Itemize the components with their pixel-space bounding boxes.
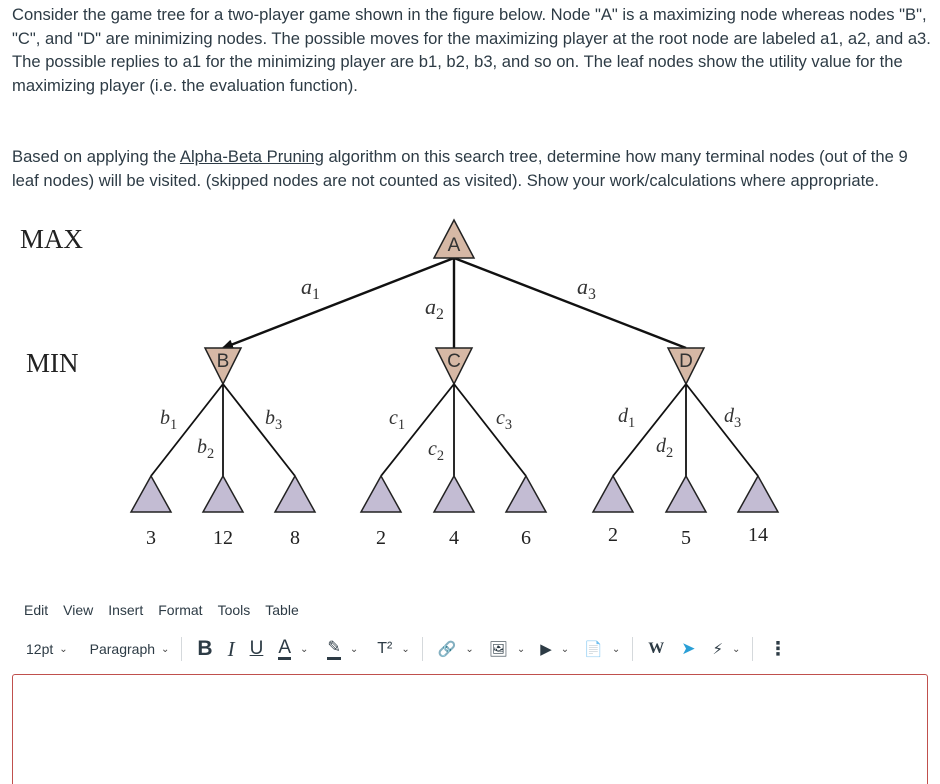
child-edge — [613, 384, 686, 476]
toolbar-divider — [422, 637, 423, 661]
chevron-down-icon: ⌄ — [349, 643, 359, 655]
plugin-button[interactable] — [709, 640, 740, 658]
leaf-value: 8 — [290, 527, 300, 549]
child-edge-label: $d_1$ — [618, 405, 636, 431]
font-color-icon: A — [278, 636, 292, 658]
link-icon: 🔗 — [437, 641, 457, 658]
alpha-beta-link[interactable]: Alpha-Beta Pruning — [179, 147, 324, 166]
chevron-down-icon: ⌄ — [465, 643, 474, 655]
child-edge-label: $c_2$ — [428, 438, 445, 464]
media-icon: ▶ — [540, 641, 552, 658]
root-edge-label: $a_3$ — [577, 274, 596, 303]
child-edge-label: $c_3$ — [496, 407, 513, 433]
child-edge — [686, 384, 758, 476]
leaf-value: 14 — [748, 524, 768, 546]
menu-table[interactable]: Table — [265, 602, 299, 618]
word-icon[interactable]: W — [648, 640, 665, 657]
chevron-down-icon: ⌄ — [732, 643, 741, 655]
image-icon: 🖼 — [488, 641, 508, 658]
leaf-node — [593, 476, 633, 512]
chevron-down-icon: ⌄ — [161, 643, 170, 655]
leaf-value: 2 — [376, 527, 386, 549]
child-edge-label: $d_3$ — [724, 405, 742, 431]
highlighter-icon: ✎ — [327, 639, 340, 660]
min-node-label: D — [679, 351, 693, 372]
superscript-button[interactable] — [374, 640, 410, 658]
chevron-down-icon: ⌄ — [516, 643, 526, 655]
min-node-label: C — [447, 351, 461, 372]
bold-button[interactable]: B — [197, 637, 213, 660]
leaf-node — [506, 476, 546, 512]
toolbar-divider — [181, 637, 182, 661]
child-edge — [454, 384, 526, 476]
child-edge-label: $d_2$ — [656, 435, 674, 461]
root-node-label: A — [447, 235, 461, 256]
bird-app-icon[interactable]: ➤ — [681, 639, 696, 658]
leaf-node — [203, 476, 243, 512]
superscript-icon: T² — [377, 640, 393, 657]
highlight-color-button[interactable] — [324, 639, 358, 660]
italic-button[interactable]: I — [227, 636, 235, 661]
menu-view[interactable]: View — [63, 602, 94, 618]
leaf-node — [131, 476, 171, 512]
editor-menubar — [24, 602, 299, 622]
question-paragraph-1: Consider the game tree for a two-player game shown in the figure below. Node "A" is a maximizing node whereas nodes "B", "C", and "D" are minimizing nodes. The possible moves for the maximizing player at the root node are labeled a1, a2, and a3. The possible replies to a1 for the minimizing player are b1, b2, b3, and so on. The leaf nodes show the utility value for the maximizing player (i.e. the evaluation function). — [12, 5, 931, 95]
editor-toolbar — [26, 635, 906, 663]
leaf-value: 4 — [449, 527, 459, 549]
leaf-node — [434, 476, 474, 512]
paragraph-2-text-end: algorithm on this search tree, determine how many terminal nodes (out of the 9 leaf nodes) will be visited. (skipped nodes are not counted as visited). Show your work/calculations where appropriate. — [12, 147, 908, 190]
question-paragraph-2 — [12, 145, 932, 192]
child-edge-label: $b_3$ — [265, 407, 283, 433]
game-tree-diagram — [0, 210, 940, 560]
toolbar-divider — [752, 637, 753, 661]
root-edge-1 — [223, 258, 454, 348]
leaf-node — [275, 476, 315, 512]
child-edge-label: $c_1$ — [389, 407, 406, 433]
menu-insert[interactable]: Insert — [108, 602, 144, 618]
chevron-down-icon: ⌄ — [59, 643, 68, 655]
leaf-node — [666, 476, 706, 512]
chevron-down-icon: ⌄ — [611, 643, 621, 655]
child-edge-label: $b_1$ — [160, 407, 178, 433]
leaf-value: 3 — [146, 527, 156, 549]
leaf-values — [146, 524, 768, 549]
block-format-value: Paragraph — [89, 641, 156, 657]
more-options-button[interactable]: ⋮ — [768, 638, 788, 660]
child-edge — [151, 384, 223, 476]
leaf-value: 6 — [521, 527, 531, 549]
font-size-value: 12pt — [26, 641, 54, 657]
font-size-select[interactable] — [26, 641, 68, 657]
chevron-down-icon: ⌄ — [300, 643, 309, 655]
chevron-down-icon: ⌄ — [560, 643, 570, 655]
child-edge-label: $b_2$ — [197, 436, 215, 462]
toolbar-divider — [632, 637, 633, 661]
root-edge-label: $a_1$ — [301, 274, 320, 303]
plug-icon: ⚡ — [712, 641, 724, 658]
document-button[interactable] — [581, 640, 620, 658]
link-button[interactable] — [435, 640, 474, 658]
leaf-node — [738, 476, 778, 512]
font-color-button[interactable] — [275, 636, 309, 660]
image-button[interactable] — [486, 640, 525, 658]
leaf-value: 12 — [213, 527, 233, 549]
min-level-label: MIN — [26, 348, 79, 378]
root-edge-3 — [454, 258, 686, 348]
root-edge-label: $a_2$ — [425, 294, 444, 323]
max-level-label: MAX — [20, 224, 84, 254]
leaf-value: 2 — [608, 524, 618, 546]
leaf-value: 5 — [681, 527, 691, 549]
answer-editor-area[interactable] — [12, 674, 928, 784]
menu-format[interactable]: Format — [158, 602, 203, 618]
leaf-node — [361, 476, 401, 512]
paragraph-2-text-start: Based on applying the — [12, 147, 180, 166]
media-button[interactable] — [537, 640, 569, 658]
min-node-label: B — [216, 351, 230, 372]
menu-edit[interactable]: Edit — [24, 602, 49, 618]
document-icon: 📄 — [584, 641, 603, 658]
block-format-select[interactable] — [90, 641, 170, 657]
child-edge — [223, 384, 295, 476]
menu-tools[interactable]: Tools — [217, 602, 251, 618]
underline-button[interactable]: U — [249, 638, 264, 659]
chevron-down-icon: ⌄ — [401, 643, 410, 655]
